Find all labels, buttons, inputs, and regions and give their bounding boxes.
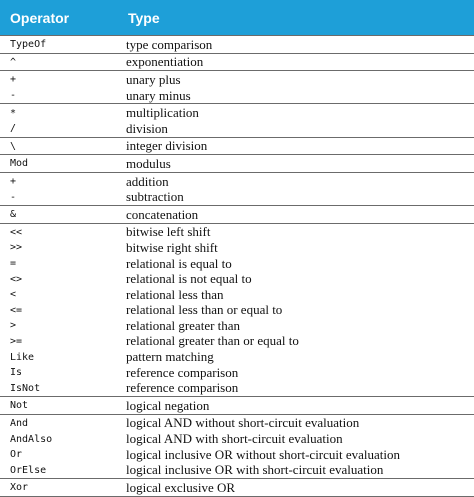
- operator-cell: Mod: [10, 158, 29, 170]
- row-group: [0, 104, 474, 137]
- table-row: [0, 72, 474, 88]
- type-cell: addition: [126, 173, 169, 189]
- type-cell: type comparison: [126, 36, 213, 52]
- type-cell: relational is equal to: [126, 255, 232, 271]
- row-group: [0, 155, 474, 173]
- table-row: [0, 287, 474, 303]
- table-row: [0, 416, 474, 432]
- operator-cell: &: [10, 209, 17, 221]
- table-body: [0, 35, 474, 497]
- table-row: [0, 349, 474, 365]
- table-row: [0, 37, 474, 53]
- type-cell: subtraction: [126, 189, 184, 205]
- header-type: Type: [128, 9, 160, 26]
- row-group: [0, 36, 474, 54]
- header-operator: Operator: [10, 9, 70, 26]
- type-cell: relational greater than: [126, 317, 241, 333]
- type-cell: reference comparison: [126, 380, 239, 396]
- type-cell: logical negation: [126, 397, 210, 413]
- table-row: [0, 365, 474, 381]
- table-row: [0, 398, 474, 414]
- type-cell: reference comparison: [126, 364, 239, 380]
- table-row: [0, 256, 474, 272]
- type-cell: logical inclusive OR with short-circuit evaluation: [126, 462, 384, 478]
- table-row: [0, 431, 474, 447]
- type-cell: logical exclusive OR: [126, 479, 236, 495]
- operator-cell: <<: [10, 226, 23, 238]
- operator-cell: Not: [10, 400, 29, 412]
- row-group: [0, 54, 474, 72]
- operator-cell: Like: [10, 351, 35, 363]
- table-row: [0, 318, 474, 334]
- operator-cell: =: [10, 258, 17, 270]
- type-cell: unary minus: [126, 87, 191, 103]
- operator-cell: +: [10, 74, 17, 86]
- table-row: [0, 55, 474, 71]
- operator-cell: *: [10, 107, 17, 119]
- table-row: [0, 207, 474, 223]
- type-cell: modulus: [126, 155, 171, 171]
- table-row: [0, 380, 474, 396]
- type-cell: relational less than or equal to: [126, 302, 283, 318]
- type-cell: pattern matching: [126, 349, 214, 365]
- row-group: [0, 479, 474, 497]
- operator-cell: <=: [10, 304, 23, 316]
- type-cell: multiplication: [126, 105, 199, 121]
- operator-cell: >=: [10, 335, 23, 347]
- type-cell: relational greater than or equal to: [126, 333, 299, 349]
- row-group: [0, 173, 474, 206]
- table-row: [0, 240, 474, 256]
- table-row: [0, 156, 474, 172]
- operator-cell: And: [10, 417, 29, 429]
- operator-cell: ^: [10, 56, 17, 68]
- table-row: [0, 105, 474, 121]
- type-cell: logical AND with short-circuit evaluation: [126, 431, 343, 447]
- operator-cell: >: [10, 320, 17, 332]
- operator-cell: Xor: [10, 482, 29, 494]
- row-group: [0, 397, 474, 415]
- table-row: [0, 189, 474, 205]
- operator-cell: -: [10, 90, 17, 102]
- type-cell: bitwise left shift: [126, 224, 211, 240]
- operator-cell: <>: [10, 273, 23, 285]
- type-cell: exponentiation: [126, 54, 204, 70]
- operator-cell: -: [10, 191, 17, 203]
- row-group: [0, 71, 474, 104]
- operator-cell: >>: [10, 242, 23, 254]
- operator-cell: AndAlso: [10, 433, 53, 445]
- table-row: [0, 121, 474, 137]
- operator-cell: Or: [10, 449, 23, 461]
- row-group: [0, 415, 474, 479]
- type-cell: concatenation: [126, 206, 199, 222]
- operator-cell: <: [10, 289, 17, 301]
- type-cell: integer division: [126, 138, 208, 154]
- table-row: [0, 447, 474, 463]
- table-row: [0, 88, 474, 104]
- operator-cell: OrElse: [10, 464, 47, 476]
- row-group: [0, 206, 474, 224]
- table-row: [0, 174, 474, 190]
- type-cell: division: [126, 120, 168, 136]
- operator-cell: Is: [10, 367, 23, 379]
- row-group: [0, 138, 474, 156]
- table-row: [0, 303, 474, 319]
- table-row: [0, 462, 474, 478]
- table-row: [0, 139, 474, 155]
- type-cell: logical inclusive OR without short-circuit evaluation: [126, 446, 401, 462]
- type-cell: unary plus: [126, 71, 181, 87]
- type-cell: logical AND without short-circuit evaluation: [126, 415, 360, 431]
- table-row: [0, 225, 474, 241]
- table-row: [0, 480, 474, 496]
- operator-cell: TypeOf: [10, 39, 47, 51]
- table-row: [0, 334, 474, 350]
- type-cell: relational less than: [126, 286, 224, 302]
- operator-cell: +: [10, 176, 17, 188]
- row-group: [0, 224, 474, 398]
- table-header: [0, 0, 474, 35]
- type-cell: relational is not equal to: [126, 271, 252, 287]
- operator-cell: /: [10, 123, 17, 135]
- operator-cell: \: [10, 140, 17, 152]
- table-row: [0, 271, 474, 287]
- type-cell: bitwise right shift: [126, 239, 218, 255]
- operator-cell: IsNot: [10, 382, 41, 394]
